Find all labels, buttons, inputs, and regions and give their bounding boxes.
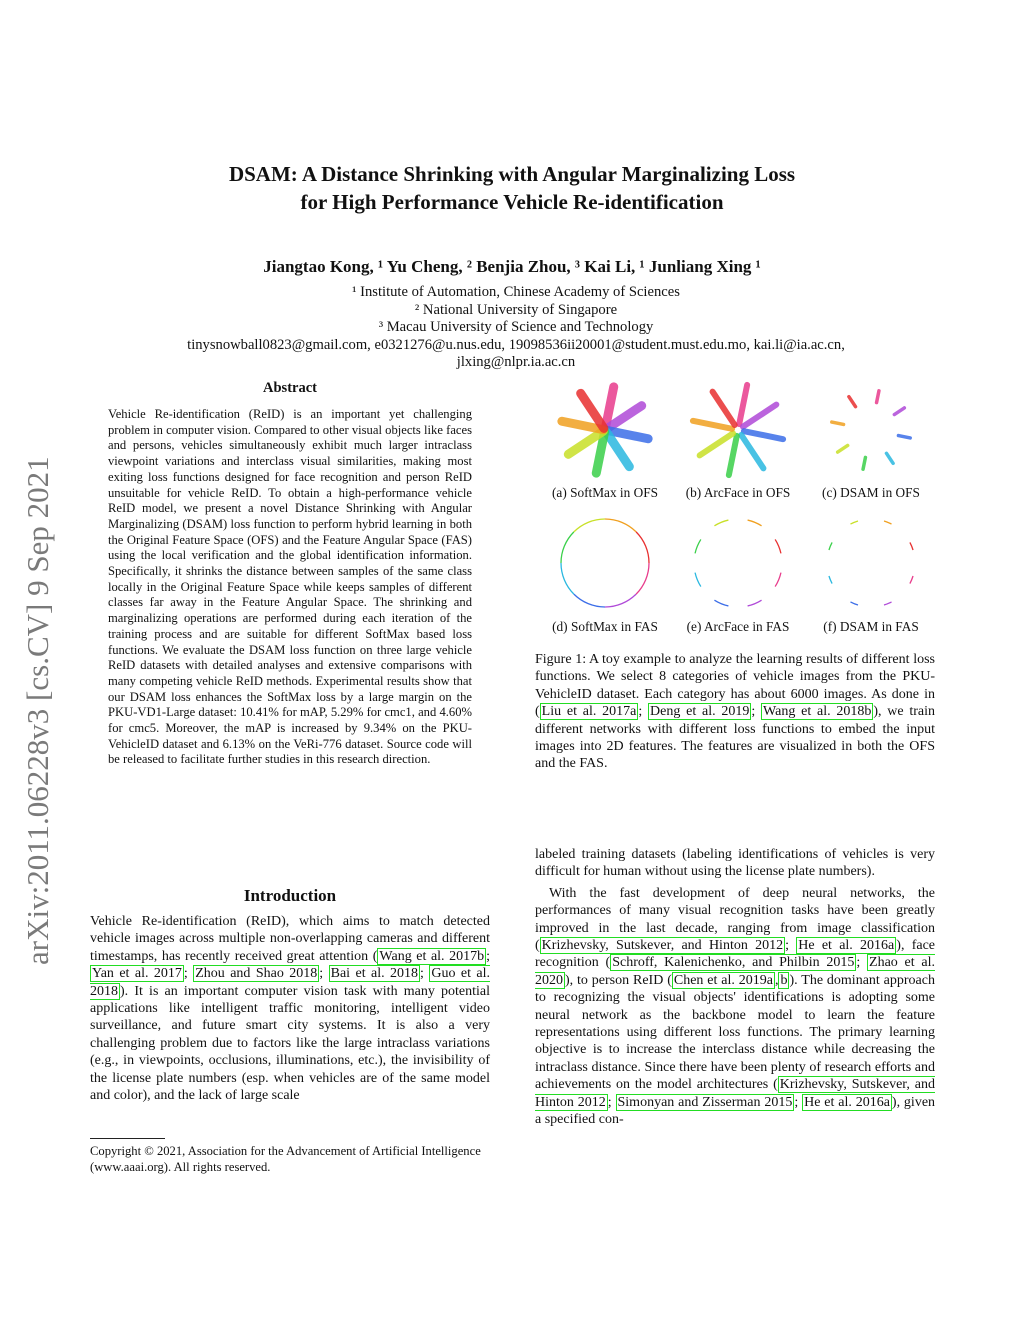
right-column-body (535, 846, 935, 1129)
class-cluster (886, 453, 893, 463)
class-cluster (838, 445, 848, 452)
arcface-ofs-plot (683, 375, 793, 485)
class-cluster (693, 421, 732, 429)
arxiv-stamp: arXiv:2011.06228v3 [cs.CV] 9 Sep 2021 (20, 456, 55, 965)
right-paragraph-2: With the fast development of deep neural networks, the performances of many visual recognition tasks have been greatly improved in the last decade, ranging from image classification ( Krizhevsky, Sutskever, and Hinton 2012 ; He et al. 2016a ), face recognition ( Schroff, Kalenichenko, and Philbin 2015 ; Zhao et al. 2020 ), to person ReID ( Chen et al. 2019a , b ). The dominant approach to recognizing the visual objects' identifications is adopting some neural network as the backbone model to learn the feature representations using different loss functions. The primary learning objective is to increase the interclass distance while decreasing the intraclass distance. Since there have been plenty of research efforts and achievements on the model architectures ( Krizhevsky, Sutskever, and Hinton 2012 ; Simonyan and Zisserman 2015 ; He et al. 2016a ), given a specified con- (535, 885, 936, 1128)
author-list: Jiangtao Kong, ¹ Yu Cheng, ² Benjia Zhou, ³ Kai Li, ¹ Junliang Xing ¹ (263, 257, 761, 276)
para-text: ), face recognition ( (535, 938, 936, 971)
class-arc (850, 602, 858, 605)
class-cluster (832, 422, 844, 424)
class-cluster (849, 397, 856, 407)
subcaption-f: (f) DSAM in FAS (823, 619, 919, 634)
caption-text-1: Figure 1: A toy example to analyze the learning results of different loss functions. We select 8 categories of vehicle images from the PKU-VehicleID dataset. Each category has about 6000 images. As done in ( (535, 652, 935, 720)
citation-link[interactable]: Zhao et al. 2020 (535, 955, 935, 988)
citation-link[interactable]: Wang et al. 2018b (763, 704, 872, 720)
class-arc (748, 520, 762, 526)
dsam-fas-plot (816, 513, 926, 613)
class-cluster (741, 435, 763, 468)
class-arc (561, 563, 574, 594)
affiliation-3: ³ Macau University of Science and Technology (378, 319, 654, 335)
class-arc (574, 519, 605, 532)
citation-link[interactable]: He et al. 2016a (804, 1094, 890, 1110)
affiliation-2: ² National University of Singapore (414, 301, 618, 318)
class-arc (775, 573, 781, 587)
abstract-body (108, 407, 472, 768)
softmax-fas-plot (550, 513, 660, 613)
abstract-heading: Abstract (263, 380, 317, 396)
caption-text-2: ), we train different networks with different loss functions to embed the input images into 2D features. The features are visualized in both the OFS and the FAS. (535, 704, 936, 772)
class-arc (850, 521, 858, 524)
introduction-body: Vehicle Re-identification (ReID), which aims to match detected vehicle images across multiple non-overlapping cameras and different timestamps, has recently received great attention ( Wang et al. 2017b ; Yan et al. 2017 ; Zhou and Shao 2018 ; Bai et al. 2018 ; Guo et al. 2018 ). It is an important computer vision task with many potential applications like intelligent traffic monitoring, intelligent video surveillance, and future smart city systems. It is also a very challenging problem due to factors like the large intraclass variations (e.g., in viewpoints, occlusions, illuminations, etc.), the invisibility of the license plate numbers (esp. when vehicles are of the same model and color), and the lack of large scale (90, 914, 491, 1104)
subfigure-b (671, 375, 805, 501)
softmax-ofs-plot (550, 375, 660, 485)
class-arc (636, 532, 649, 563)
class-arc (884, 602, 892, 605)
class-arc (775, 539, 781, 553)
subfigure-e (671, 513, 805, 635)
class-cluster (700, 433, 733, 455)
affiliations (90, 284, 942, 372)
emails-line-2: jlxing@nlpr.ia.ac.cn (456, 354, 576, 370)
introduction-heading: Introduction (243, 886, 337, 905)
class-arc (910, 542, 913, 550)
intro-text-1: Vehicle Re-identification (ReID), which aims to match detected vehicle images across multiple non-overlapping cameras and different timestamps, has recently received great attention ( (90, 914, 490, 964)
class-cluster (743, 405, 776, 427)
citation-link[interactable]: Krizhevsky, Sutskever, and Hinton 2012 (535, 1077, 935, 1110)
paper-title (0, 160, 1024, 216)
class-arc (748, 600, 762, 606)
para-text: ). The dominant approach to recognizing the visual objects' identifications is adopting some neural network as the backbone model to learn the feature representations using different loss functions. The primary learning objective is to increase the interclass distance while decreasing the intraclass distance. Since there have been plenty of research efforts and achievements on the model architectures ( (535, 972, 935, 1093)
class-cluster (898, 436, 910, 438)
para-text: With the fast development of deep neural networks, the performances of many visual recognition tasks have been greatly improved in the last decade, ranging from image classification ( (535, 885, 935, 954)
subcaption-e: (e) ArcFace in FAS (686, 619, 790, 634)
class-arc (695, 539, 701, 553)
emails-line-1: tinysnowball0823@gmail.com, e0321276@u.nus.edu, 19098536ii20001@student.must.edu.mo, kai.li@ia.ac.cn, (187, 336, 845, 353)
class-cluster (744, 431, 783, 439)
subcaption-d: (d) SoftMax in FAS (552, 619, 658, 634)
class-arc (561, 532, 574, 563)
title-line-2: for High Performance Vehicle Re-identification (300, 190, 724, 214)
class-arc (829, 576, 832, 584)
class-arc (829, 542, 832, 550)
citation-link[interactable]: Schroff, Kalenichenko, and Philbin 2015 (612, 955, 855, 971)
citation-link[interactable]: Wang et al. 2017b (379, 948, 485, 964)
citation-link[interactable]: Bai et al. 2018 (330, 966, 419, 982)
class-arc (714, 520, 728, 526)
class-cluster (729, 436, 737, 475)
citation-link[interactable]: Yan et al. 2017 (92, 966, 182, 982)
para-text: ), to person ReID ( (565, 972, 672, 988)
subfigure-a (538, 375, 672, 501)
class-arc (605, 594, 636, 607)
arcface-fas-plot (683, 513, 793, 613)
class-arc (910, 576, 913, 584)
para-text: ), given a specified con- (535, 1094, 936, 1128)
citation-link[interactable]: Deng et al. 2019 (650, 704, 750, 720)
figure-1-caption: Figure 1: A toy example to analyze the learning results of different loss functions. We select 8 categories of vehicle images from the PKU-VehicleID dataset. Each category has about 6000 images. As done in ( Liu et al. 2017a ; Deng et al. 2019 ; Wang et al. 2018b ), we train different networks with different loss functions to embed the input images into 2D features. The features are visualized in both the OFS and the FAS. (535, 652, 936, 772)
copyright-footnote: Copyright © 2021, Association for the Advancement of Artificial Intelligence (www.aaai.org). All rights reserved. (90, 1144, 481, 1174)
class-cluster (877, 391, 879, 403)
subfigure-f (804, 513, 938, 635)
citation-link[interactable]: Guo et al. 2018 (90, 966, 491, 999)
class-arc (636, 563, 649, 594)
citation-link[interactable]: Simonyan and Zisserman 2015 (617, 1094, 793, 1110)
class-cluster (739, 385, 747, 424)
intro-text-2: ). It is an important computer vision task with many potential applications like intelligent traffic monitoring, intelligent video surveillance, and future smart city systems. It is also a very challenging problem due to factors like the large intraclass variations (e.g., in viewpoints, occlusions, illuminations, etc.), the invisibility of the license plate numbers (esp. when vehicles are of the same model and color), and the lack of large scale (90, 983, 490, 1104)
citation-link[interactable]: He et al. 2016a (798, 938, 895, 954)
class-cluster (863, 457, 865, 469)
citation-link[interactable]: b (780, 972, 788, 988)
citation-link[interactable]: Chen et al. 2019a (673, 972, 773, 988)
class-cluster (894, 408, 904, 415)
citation-link[interactable]: Krizhevsky, Sutskever, and Hinton 2012 (541, 938, 784, 954)
subcaption-b: (b) ArcFace in OFS (685, 485, 791, 500)
class-cluster (713, 392, 735, 425)
affiliation-1: ¹ Institute of Automation, Chinese Academy of Sciences (352, 284, 680, 300)
citation-link[interactable]: Liu et al. 2017a (541, 704, 637, 720)
figure-1 (538, 375, 938, 645)
subcaption-c: (c) DSAM in OFS (822, 485, 920, 500)
subcaption-a: (a) SoftMax in OFS (551, 485, 658, 500)
class-arc (714, 600, 728, 606)
dsam-ofs-plot (816, 375, 926, 485)
subfigure-d (538, 513, 672, 635)
arxiv-sidebar (12, 365, 58, 965)
title-line-1: DSAM: A Distance Shrinking with Angular Marginalizing Loss (228, 162, 796, 186)
class-arc (574, 594, 605, 607)
footnote-divider (90, 1138, 165, 1139)
class-arc (884, 521, 892, 524)
subfigure-c (804, 375, 938, 501)
abstract-text: Vehicle Re-identification (ReID) is an important yet challenging problem in computer vision. Compared to other visual objects like faces and persons, vehicles simultaneously exhibit much larger intraclass viewpoint variations and interclass visual similarities, making most exiting loss functions designed for face recognition and person ReID unsuitable for vehicle ReID. To obtain a high-performance vehicle ReID model, we present a novel Distance Shrinking with Angular Marginalizing (DSAM) loss function to perform hybrid learning in both the Original Feature Space (OFS) and the Feature Angular Space (FAS) using the local verification and the global identification information. Specifically, it shrinks the distance between samples of the same class locally in the Original Feature Space while keeps samples of different classes far away in the Feature Angular Space. The shrinking and marginalizing operations are performed during each iteration of the training process and are suitable for different SoftMax based loss functions. We evaluate the DSAM loss function on three large vehicle ReID datasets with detailed analyses and extensive comparisons with many competing vehicle ReID methods. Experimental results show that our DSAM loss enhances the SoftMax loss by a large margin on the PKU-VD1-Large dataset: 10.41% for mAP, 5.29% for cmc1, and 4.60% for cmc5. Moreover, the mAP is increased by 9.34% on the PKU-VehicleID dataset and 6.13% on the VeRi-776 dataset. Source code will be released to facilitate further studies in this research direction. (108, 407, 472, 767)
class-arc (605, 519, 636, 532)
class-arc (695, 573, 701, 587)
citation-link[interactable]: Zhou and Shao 2018 (195, 966, 318, 982)
right-paragraph-1: labeled training datasets (labeling identifications of vehicles is very difficult for human without using the license plate numbers). (535, 847, 935, 880)
